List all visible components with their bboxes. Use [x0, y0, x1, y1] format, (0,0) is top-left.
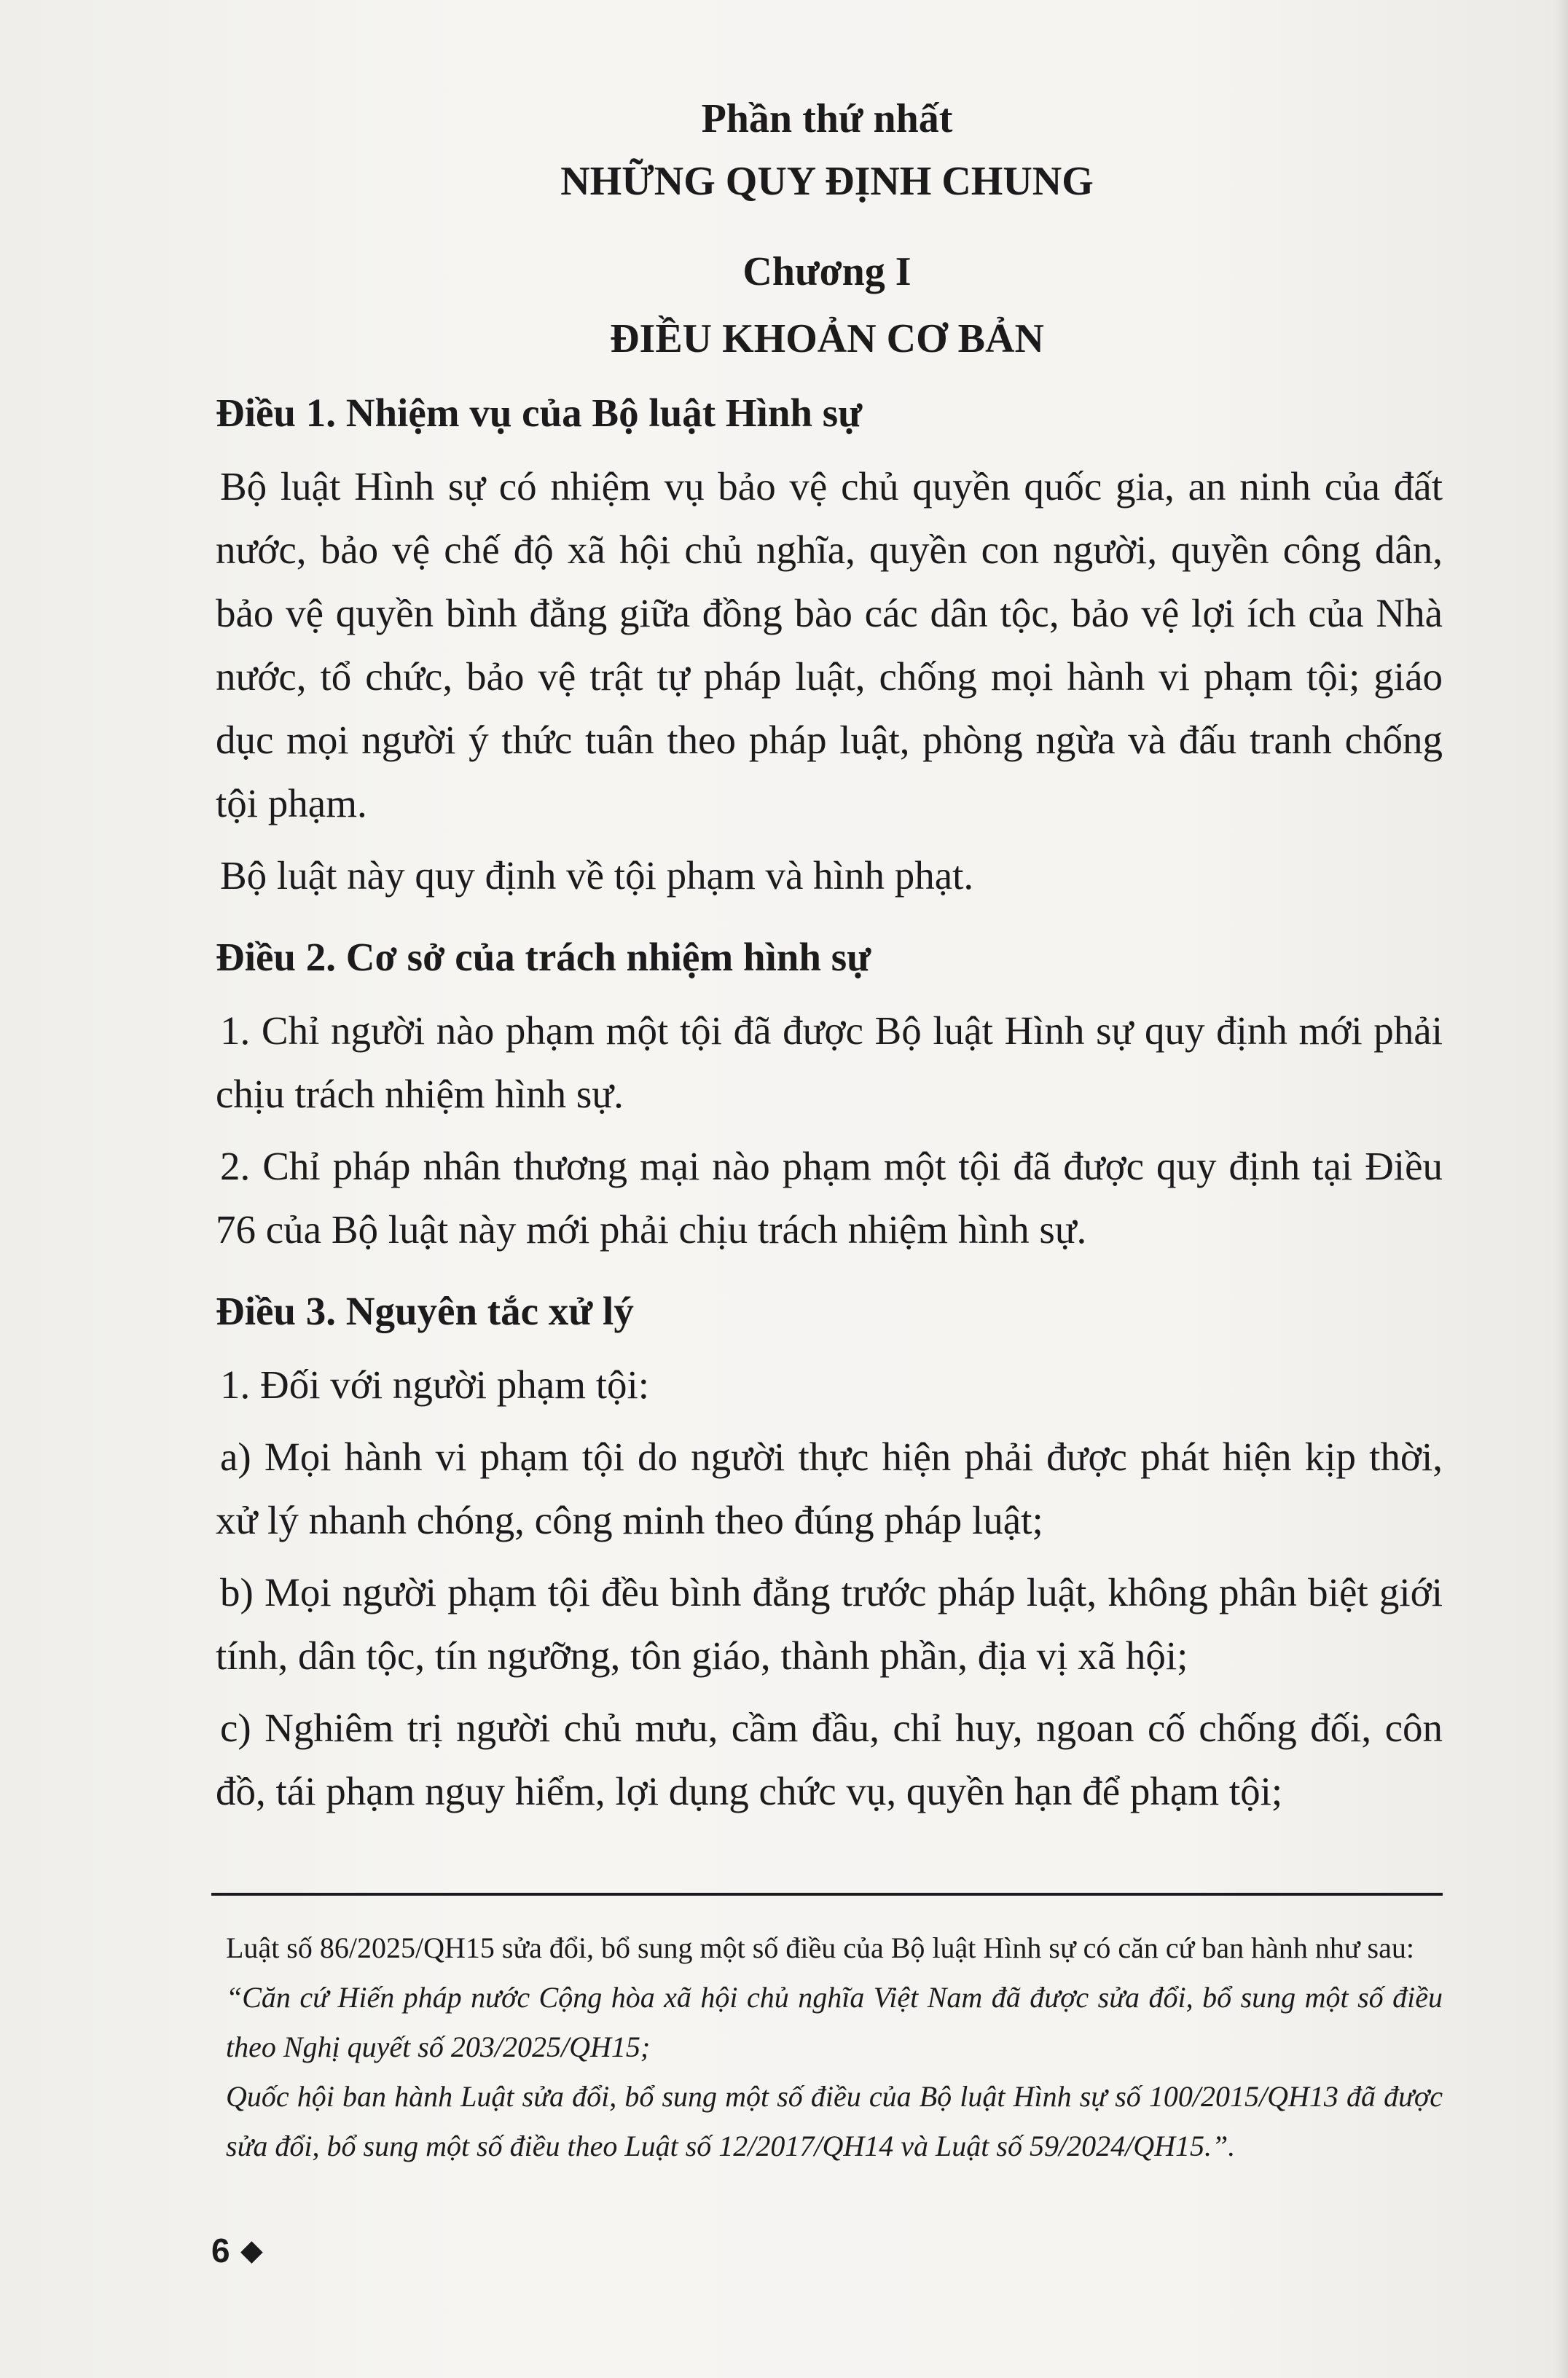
article-2-paragraph: 2. Chỉ pháp nhân thương mại nào phạm một tội đã được quy định tại Điều 76 của Bộ luật này mới phải chịu trách nhiệm hình sự.	[216, 1144, 1443, 1252]
page-spine-shadow	[1555, 0, 1568, 2378]
chapter-heading: Chương I	[742, 249, 912, 294]
article-2-paragraph: 1. Chỉ người nào phạm một tội đã được Bộ luật Hình sự quy định mới phải chịu trách nhiệm hình sự.	[216, 1008, 1443, 1116]
article-3-paragraph: c) Nghiêm trị người chủ mưu, cầm đầu, chỉ huy, ngoan cố chống đối, côn đồ, tái phạm nguy hiểm, lợi dụng chức vụ, quyền hạn để phạm tội;	[216, 1706, 1443, 1813]
footnote-intro: Luật số 86/2025/QH15 sửa đổi, bổ sung một số điều của Bộ luật Hình sự có căn cứ ban hành như sau:	[226, 1931, 1414, 1964]
article-3-title: Điều 3. Nguyên tắc xử lý	[216, 1289, 634, 1333]
diamond-icon: ◆	[240, 2234, 263, 2267]
page-number: 6	[211, 2232, 230, 2269]
part-heading: Phần thứ nhất	[701, 96, 953, 141]
article-1-paragraph: Bộ luật Hình sự có nhiệm vụ bảo vệ chủ quyền quốc gia, an ninh của đất nước, bảo vệ chế độ xã hội chủ nghĩa, quyền con người, quyền công dân, bảo vệ quyền bình đẳng giữa đồng bào các dân tộc, bảo vệ lợi ích của Nhà nước, tổ chức, bảo vệ trật tự pháp luật, chống mọi hành vi phạm tội; giáo dục mọi người ý thức tuân theo pháp luật, phòng ngừa và đấu tranh chống tội phạm.	[216, 464, 1443, 825]
article-1-paragraph: Bộ luật này quy định về tội phạm và hình phạt.	[220, 853, 974, 898]
footnote-divider	[211, 1893, 1443, 1896]
footnote	[226, 1923, 1443, 2171]
article-2-title: Điều 2. Cơ sở của trách nhiệm hình sự	[216, 935, 871, 979]
page-body	[211, 95, 1443, 1823]
footnote-quote: Quốc hội ban hành Luật sửa đổi, bổ sung một số điều của Bộ luật Hình sự số 100/2015/QH13 đã được sửa đổi, bổ sung một số điều theo Luật số 12/2017/QH14 và Luật số 59/2024/QH15.”.	[226, 2080, 1443, 2162]
chapter-title: ĐIỀU KHOẢN CƠ BẢN	[610, 316, 1044, 361]
article-3-paragraph: 1. Đối với người phạm tội:	[220, 1362, 650, 1407]
article-1-title: Điều 1. Nhiệm vụ của Bộ luật Hình sự	[216, 391, 863, 435]
footnote-quote: “Căn cứ Hiến pháp nước Cộng hòa xã hội chủ nghĩa Việt Nam đã được sửa đổi, bổ sung một số điều theo Nghị quyết số 203/2025/QH15;	[226, 1981, 1443, 2063]
article-3-paragraph: b) Mọi người phạm tội đều bình đẳng trước pháp luật, không phân biệt giới tính, dân tộc, tín ngưỡng, tôn giáo, thành phần, địa vị xã hội;	[216, 1570, 1443, 1678]
article-3-paragraph: a) Mọi hành vi phạm tội do người thực hiện phải được phát hiện kịp thời, xử lý nhanh chóng, công minh theo đúng pháp luật;	[216, 1435, 1443, 1542]
part-title: NHỮNG QUY ĐỊNH CHUNG	[560, 159, 1094, 204]
